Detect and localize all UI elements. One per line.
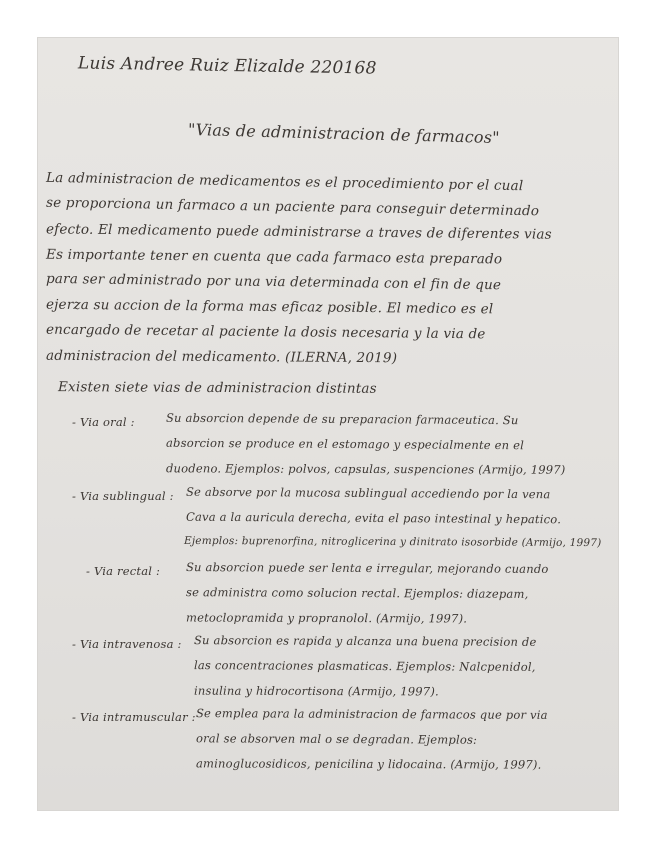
item-line: metoclopramida y propranolol. (Armijo, 1997).	[185, 610, 468, 626]
item-line: las concentraciones plasmaticas. Ejemplos: Nalcpenidol,	[193, 658, 536, 674]
item-label-via-rectal: - Via rectal :	[86, 564, 161, 578]
intro-line: administracion del medicamento. (ILERNA, 2019)	[45, 347, 398, 367]
intro-line: para ser administrado por una via determinada con el fin de que	[45, 270, 502, 294]
item-line: se administra como solucion rectal. Ejemplos: diazepam,	[185, 585, 529, 601]
intro-line: ejerza su accion de la forma mas eficaz posible. El medico es el	[45, 296, 494, 318]
item-line: Su absorcion puede ser lenta e irregular, mejorando cuando	[185, 560, 549, 576]
item-label-via-oral: - Via oral :	[72, 415, 135, 429]
notebook-page	[38, 38, 618, 810]
author-header: Luis Andree Ruiz Elizalde 220168	[77, 53, 377, 79]
item-label-via-intravenosa: - Via intravenosa :	[72, 637, 182, 651]
item-label-via-intramuscular: - Via intramuscular :	[72, 710, 196, 724]
list-intro: Existen siete vias de administracion distintas	[57, 379, 377, 397]
item-line: Su absorcion depende de su preparacion farmaceutica. Su	[165, 410, 519, 428]
document-title: "Vias de administracion de farmacos"	[187, 119, 500, 148]
item-line: Se emplea para la administracion de farmacos que por via	[195, 706, 548, 722]
item-line: oral se absorven mal o se degradan. Ejemplos:	[195, 731, 478, 747]
item-line: insulina y hidrocortisona (Armijo, 1997).	[193, 683, 439, 699]
item-line: Ejemplos: buprenorfina, nitroglicerina y dinitrato isosorbide (Armijo, 1997)	[183, 534, 602, 550]
item-label-via-sublingual: - Via sublingual :	[72, 489, 174, 503]
item-line: absorcion se produce en el estomago y especialmente en el	[165, 435, 525, 453]
intro-line: efecto. El medicamento puede administrarse a traves de diferentes vias	[45, 221, 552, 243]
item-line: duodeno. Ejemplos: polvos, capsulas, suspenciones (Armijo, 1997)	[165, 461, 566, 477]
intro-line: encargado de recetar al paciente la dosis necesaria y la via de	[45, 321, 486, 343]
item-line: Su absorcion es rapida y alcanza una buena precision de	[193, 633, 537, 649]
item-line: Se absorve por la mucosa sublingual accediendo por la vena	[185, 484, 551, 502]
intro-line: Es importante tener en cuenta que cada farmaco esta preparado	[45, 246, 503, 268]
item-line: Cava a la auricula derecha, evita el paso intestinal y hepatico.	[185, 509, 562, 527]
intro-line: La administracion de medicamentos es el procedimiento por el cual	[45, 169, 524, 195]
intro-line: se proporciona un farmaco a un paciente para conseguir determinado	[45, 194, 540, 220]
item-line: aminoglucosidicos, penicilina y lidocaina. (Armijo, 1997).	[195, 756, 542, 772]
